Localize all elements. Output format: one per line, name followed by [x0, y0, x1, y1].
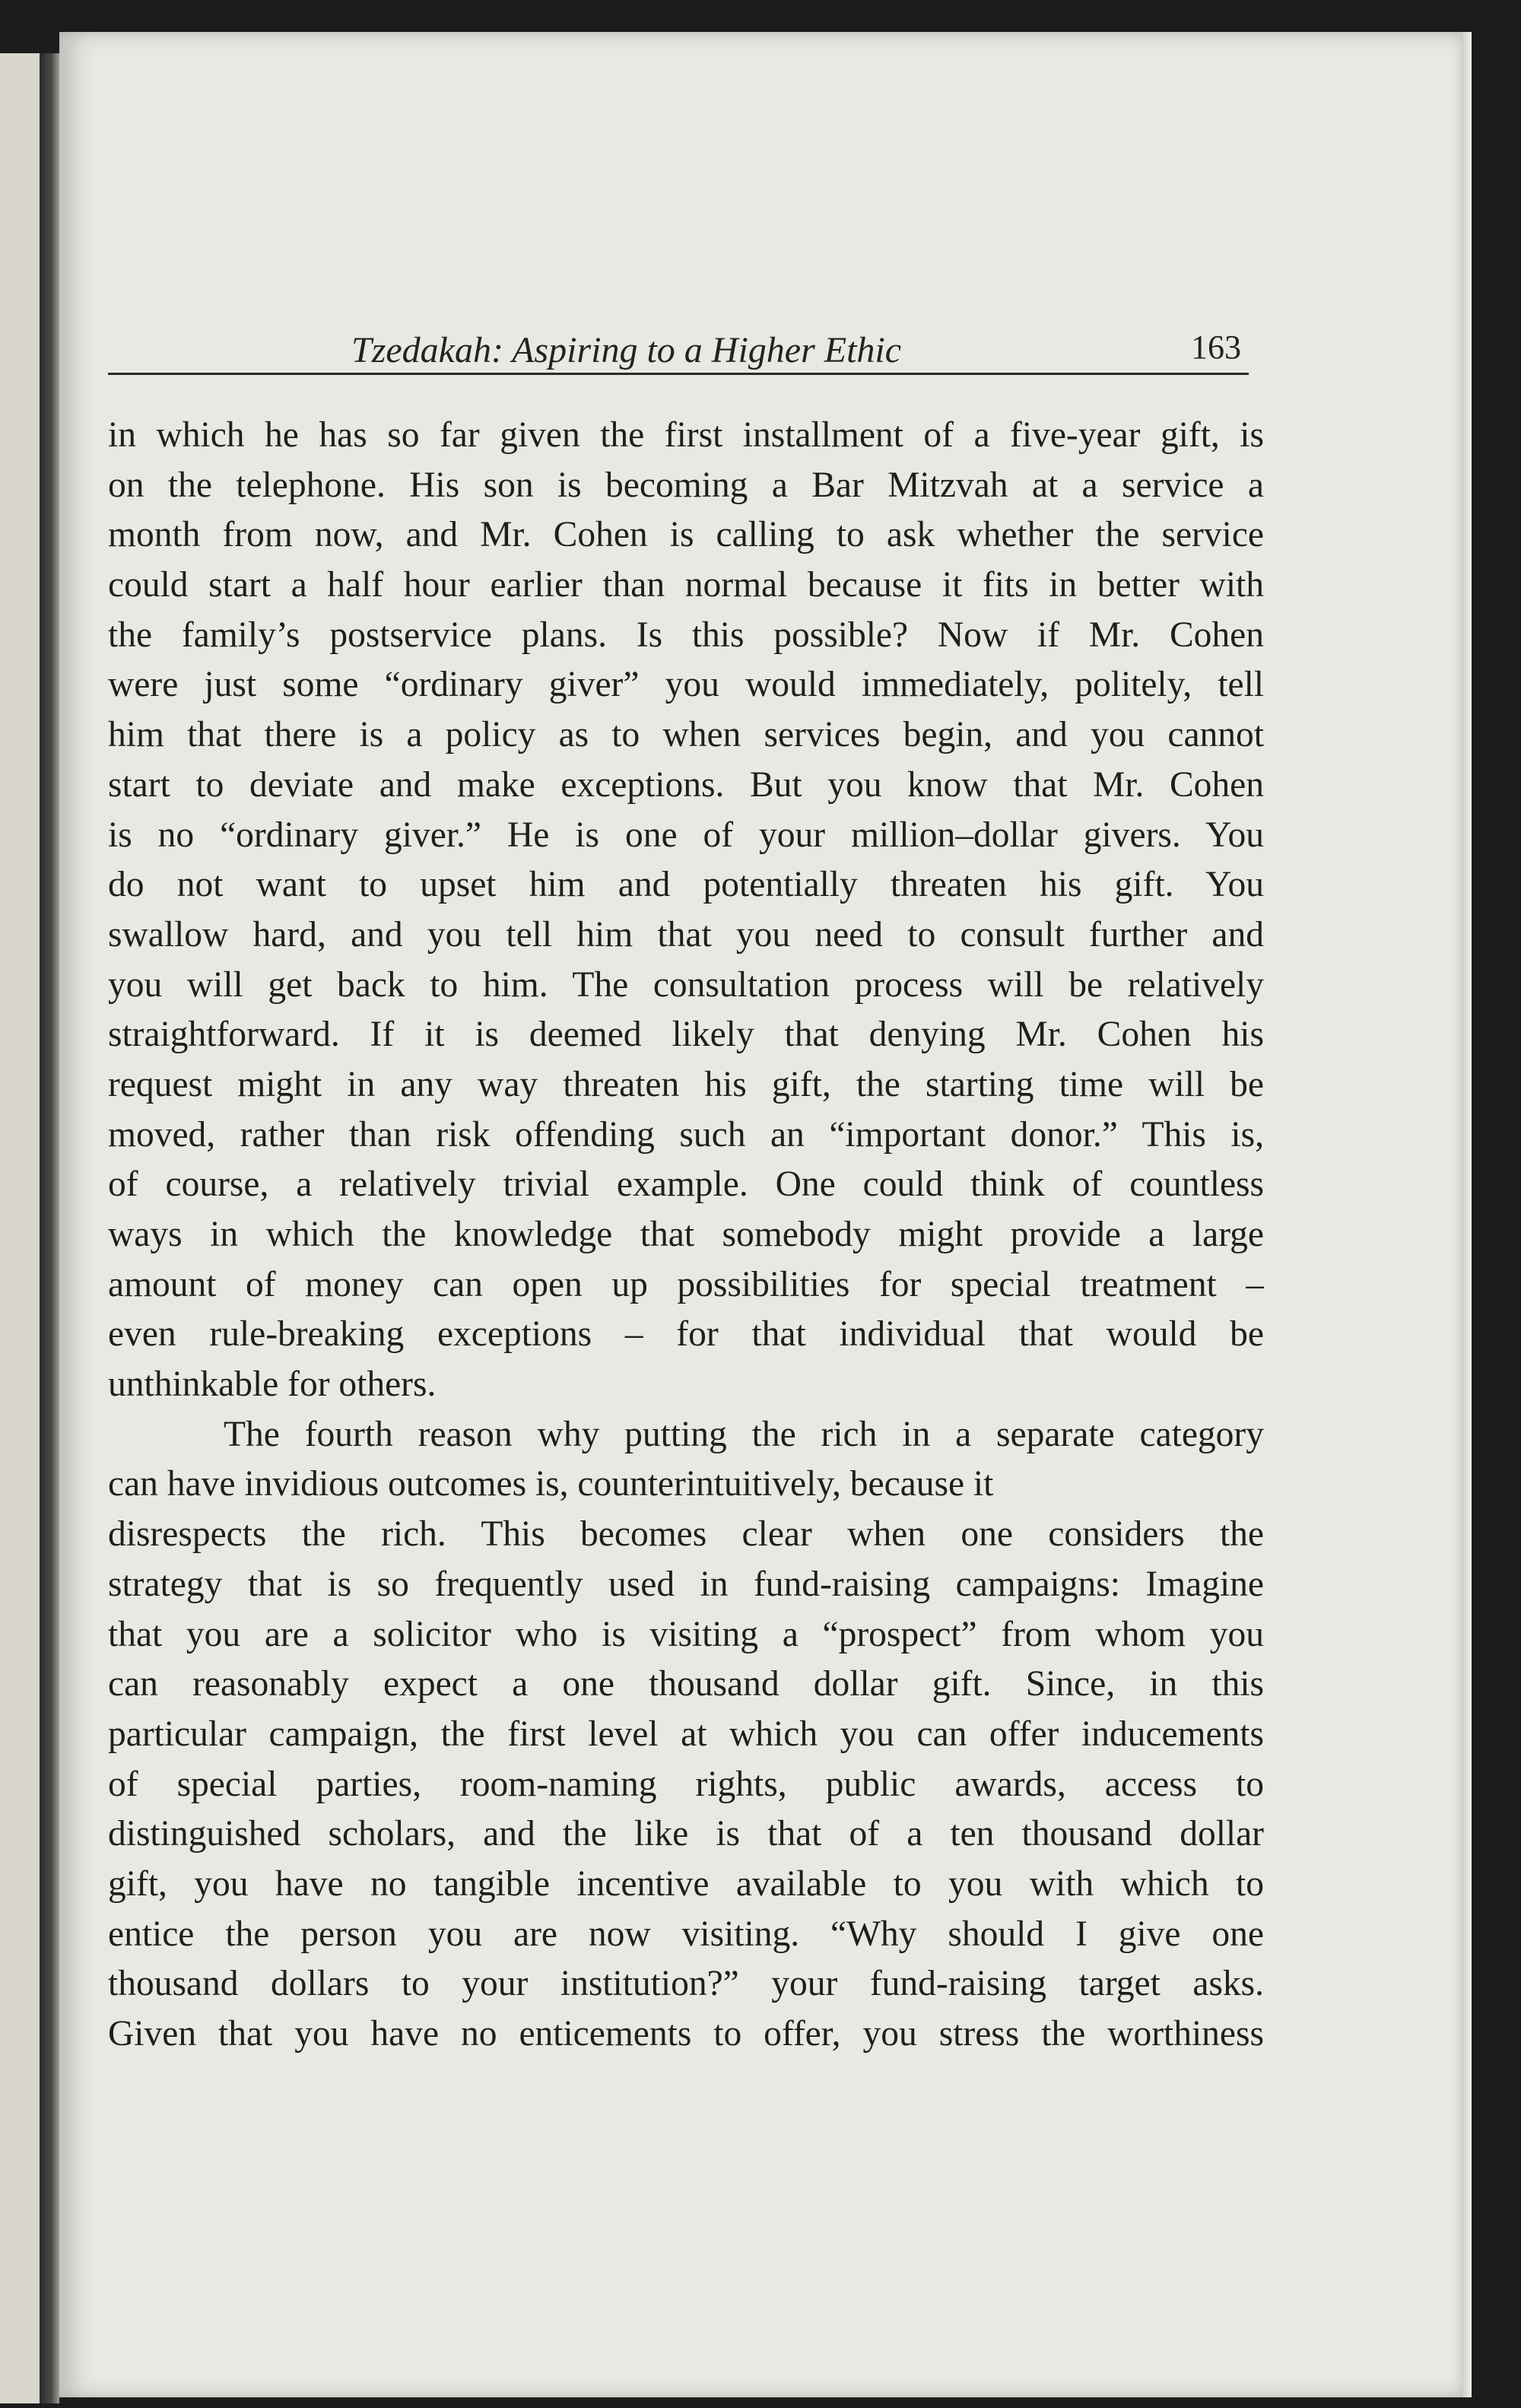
text-line: could start a half hour earlier than normal because it fits in better with [108, 565, 1264, 605]
text-line: ways in which the knowledge that somebody might provide a large [108, 1215, 1264, 1254]
text-line: were just some “ordinary giver” you would immediately, politely, tell [108, 665, 1264, 705]
text-line: do not want to upset him and potentially threaten his gift. You [108, 865, 1264, 905]
text-line: of course, a relatively trivial example. One could think of countless [108, 1164, 1264, 1205]
text-line: thousand dollars to your institution?” your fund-raising target asks. [108, 1964, 1264, 2004]
paragraph-first-line: The fourth reason why putting the rich in a separate category [224, 1414, 1264, 1454]
text-line: particular campaign, the first level at which you can offer inducements [108, 1714, 1264, 1754]
text-line: even rule-breaking exceptions – for that individual that would be [108, 1314, 1264, 1355]
text-line: amount of money can open up possibilities for special treatment – [108, 1264, 1264, 1304]
text-line: gift, you have no tangible incentive available to you with which to [108, 1863, 1264, 1904]
text-line: you will get back to him. The consultation process will be relatively [108, 964, 1264, 1005]
text-line: in which he has so far given the first installment of a five-year gift, is [108, 415, 1264, 455]
running-header [108, 319, 1249, 375]
body-text [108, 411, 1264, 2060]
facing-page-edge [0, 53, 40, 2403]
text-line: moved, rather than risk offending such an “important donor.” This is, [108, 1114, 1264, 1155]
text-line: month from now, and Mr. Cohen is calling to ask whether the service [108, 515, 1264, 555]
text-line: straightforward. If it is deemed likely that denying Mr. Cohen his [108, 1015, 1264, 1055]
text-line: unthinkable for others. [108, 1364, 437, 1405]
text-line: start to deviate and make exceptions. But you know that Mr. Cohen [108, 764, 1264, 805]
text-line: on the telephone. His son is becoming a Bar Mitzvah at a service a [108, 465, 1264, 505]
text-line: him that there is a policy as to when services begin, and you cannot [108, 715, 1264, 755]
text-line: of special parties, room-naming rights, public awards, access to [108, 1764, 1264, 1804]
book-gutter [40, 53, 59, 2403]
text-line: entice the person you are now visiting. “Why should I give one [108, 1914, 1264, 1954]
text-line: the family’s postservice plans. Is this possible? Now if Mr. Cohen [108, 615, 1264, 655]
text-line: swallow hard, and you tell him that you need to consult further and [108, 914, 1264, 955]
text-line: strategy that is so frequently used in fund-raising campaigns: Imagine [108, 1564, 1264, 1604]
text-line: can have invidious outcomes is, counterintuitively, because it [108, 1464, 994, 1504]
text-line: disrespects the rich. This becomes clear when one considers the [108, 1514, 1264, 1555]
running-title: Tzedakah: Aspiring to a Higher Ethic [351, 330, 902, 370]
text-line: request might in any way threaten his gift, the starting time will be [108, 1064, 1264, 1104]
text-line: distinguished scholars, and the like is that of a ten thousand dollar [108, 1814, 1264, 1854]
text-line: that you are a solicitor who is visiting a “prospect” from whom you [108, 1614, 1264, 1654]
page-number: 163 [1191, 329, 1241, 366]
text-line: is no “ordinary giver.” He is one of your million–dollar givers. You [108, 815, 1264, 855]
text-line: can reasonably expect a one thousand dollar gift. Since, in this [108, 1664, 1264, 1704]
page-stack-edge [1462, 32, 1472, 2397]
text-line: Given that you have no enticements to offer, you stress the worthiness [108, 2014, 1264, 2054]
